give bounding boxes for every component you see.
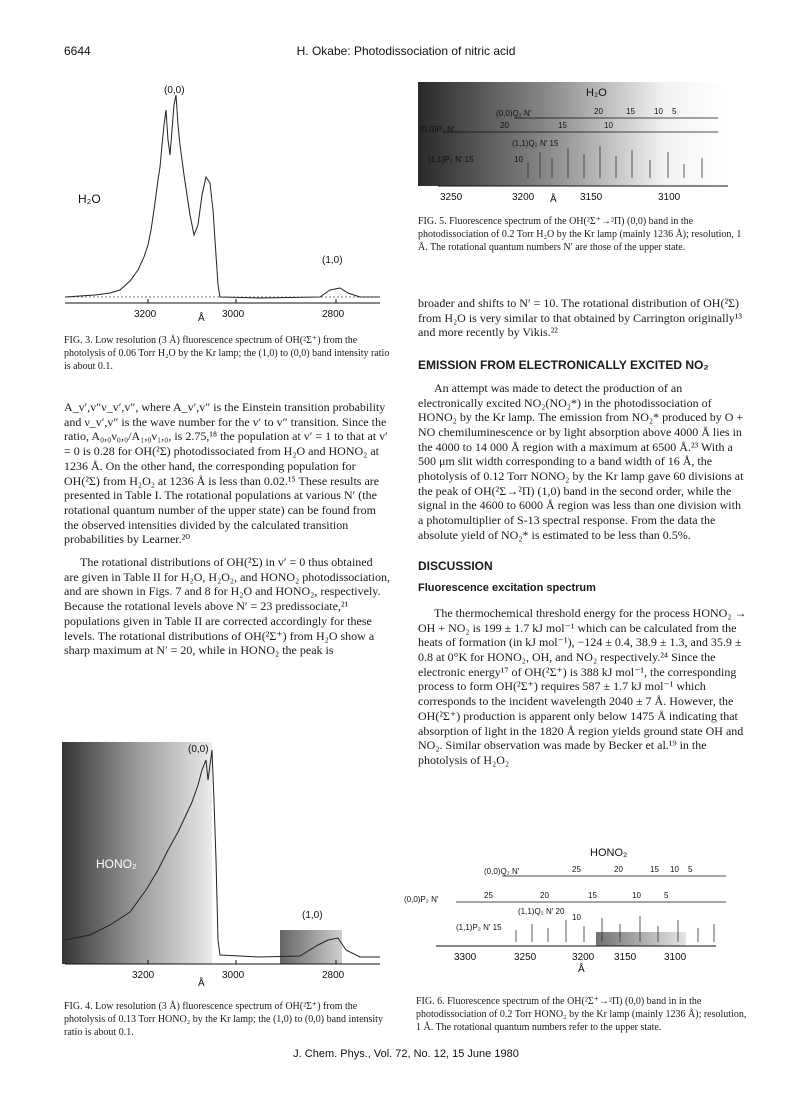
fig6-row2-num: 20 (540, 891, 549, 900)
fig5-row4-label: (1,1)P₂ N′ 15 (428, 155, 474, 164)
fig5-tick-label: 3150 (580, 192, 603, 203)
fig6-row1-num: 5 (688, 865, 693, 874)
figure-3-caption: FIG. 3. Low resolution (3 Å) fluorescence spectrum of OH(²Σ⁺) from the photolysis of 0.06 Torr H₂O by the Kr lamp; the (1,0) to (0,0) band intensity ratio is about 0.1. (64, 335, 390, 373)
fig6-row3-label: (1,1)Q₂ N′ 20 (518, 907, 565, 916)
fig6-extra-label: 10 (572, 913, 581, 922)
fig3-band00-label: (0,0) (164, 85, 185, 96)
fig5-tick-label: 3250 (440, 192, 463, 203)
figure-5 (418, 82, 748, 210)
fig6-row4-label: (1,1)P₂ N′ 15 (456, 923, 502, 932)
fig5-row3-label: (1,1)Q₂ N′ 15 (512, 139, 559, 148)
figure-5-plot (418, 82, 748, 210)
fig6-species-label: HONO₂ (590, 847, 628, 859)
fig4-band10-label: (1,0) (302, 910, 323, 921)
fig6-row1-num: 10 (670, 865, 679, 874)
fig5-row2-num: 15 (558, 121, 567, 130)
fig3-tick-label: 3000 (222, 309, 245, 320)
fig4-unit-label: Å (198, 978, 205, 989)
figure-6 (396, 846, 756, 986)
fig6-row1-label: (0,0)Q₂ N′ (484, 867, 520, 876)
left-column (64, 400, 390, 658)
right-paragraph-3: The thermochemical threshold energy for the process HONO₂ → OH + NO₂ is 199 ± 1.7 kJ mol⁻¹ which can be calculated from the heats of formation (in kJ mol⁻¹), −124 ± 0.4, 38.9 ± 1.3, and 35.9 ± 0.8 at 0°K for HONO₂, OH, and NO₂ respectively.²⁴ Since the electronic energy¹⁷ of OH(²Σ⁺) is 388 kJ mol⁻¹, the corresponding process to form OH(²Σ⁺) requires 587 ± 1.7 kJ mol⁻¹ which corresponds to the incident wavelength 2040 ± 7 Å. However, the OH(²Σ⁺) production is apparent only below 1475 Å indicating that absorption of light in the 1820 Å region yields ground state OH and NO₂. Similar observation was made by Becker et al.¹⁹ in the photolysis of H₂O₂ (418, 605, 747, 767)
figure-6-caption: FIG. 6. Fluorescence spectrum of the OH(²Σ⁺→²Π) (0,0) band in in the photodissociation of 0.2 Torr HONO₂ by the Kr lamp (mainly 1236 Å); resolution, 1 Å. The rotational quantum numbers refer to the upper state. (416, 996, 747, 1034)
fig3-tick-label: 3200 (134, 309, 157, 320)
fig5-tick-label: 3100 (658, 192, 681, 203)
fig5-unit-label: Å (550, 194, 557, 205)
left-paragraph-1: A_v′,v″ν_v′,v″, where A_v′,v″ is the Einstein transition probability and ν_v′,v″ is the wave number for the v′ to v″ transition. Since the ratio, A₀,₀ν₀,₀/A₁,₀ν₁,₀, is 2.75,¹⁸ the population at v′ = 1 to that at v′ = 0 is 0.28 for OH(²Σ) photodissociated from H₂O and HONO₂ at 1236 Å. On the other hand, the corresponding population for OH(²Σ) from H₂O₂ at 1236 Å is less than 0.02.¹⁵ These results are presented in Table I. The rotational populations at various N′ (the rotational quantum number of the upper state) can be found from the observed intensities divided by the calculated transition probabilities by Learner.²⁰ (64, 400, 388, 547)
figure-4 (60, 740, 390, 992)
fig6-row2-num: 10 (632, 891, 641, 900)
fig3-band10-label: (1,0) (322, 255, 343, 266)
fig3-unit-label: Å (198, 313, 205, 324)
fig6-tick-label: 3150 (614, 952, 637, 963)
figure-4-plot (60, 740, 390, 992)
fig6-tick-label: 3100 (664, 952, 687, 963)
fig5-row2-label: (0,0)P₂ N′ (420, 125, 455, 134)
page-number: 6644 (64, 44, 91, 58)
fig6-tick-label: 3200 (572, 952, 595, 963)
fig6-row1-num: 20 (614, 865, 623, 874)
fig6-unit-label: Å (578, 964, 585, 975)
journal-footer: J. Chem. Phys., Vol. 72, No. 12, 15 June 1980 (293, 1048, 519, 1060)
section-heading-discussion: DISCUSSION (418, 558, 493, 573)
right-paragraph-2: An attempt was made to detect the production of an electronically excited NO₂(NO₂*) in the photodissociation of HONO₂ by the Kr lamp. The emission from NO₂* produced by O + NO chemiluminescence or by light absorption above 4000 Å lies in the 4000 to 14 000 Å region with a maximum at 6500 Å.²³ With a 500 μm slit width corresponding to a band width of 16 Å, the photolysis of 0.12 Torr NONO₂ by the Kr lamp gave 60 divisions at the peak of OH(²Σ→²Π) (1,0) band in the second order, while the signal in the 4600 to 6000 Å region was less than one division with a photomultiplier of S-13 spectral response. From the data the absolute yield of NO₂* is estimated to be less than 0.5%. (418, 380, 744, 542)
right-column (418, 296, 748, 768)
fig5-row1-label: (0,0)Q₂ N′ (496, 109, 532, 118)
fig3-x-ticks (148, 299, 336, 303)
subsection-heading: Fluorescence excitation spectrum (418, 582, 596, 595)
fig5-row2-num: 10 (604, 121, 613, 130)
fig6-row2-num: 15 (588, 891, 597, 900)
fig4-species-label: HONO₂ (96, 857, 137, 871)
right-paragraph-1: broader and shifts to N′ = 10. The rotational distribution of OH(²Σ) from H₂O is very similar to that obtained by Carrington originally¹³ and more recently by Vikis.²² (418, 296, 742, 340)
fig5-row1-num: 20 (594, 107, 603, 116)
fig3-species-label: H₂O (78, 192, 101, 206)
figure-4-caption: FIG. 4. Low resolution (3 Å) fluorescence spectrum of OH(²Σ⁺) from the photolysis of 0.13 Torr HONO₂ by the Kr lamp; the (1,0) to (0,0) band intensity ratio is about 0.1. (64, 1001, 383, 1039)
section-heading-emission: EMISSION FROM ELECTRONICALLY EXCITED NO₂ (418, 358, 709, 373)
fig4-tick-label: 2800 (322, 970, 345, 981)
figure-6-plot (396, 846, 756, 986)
fig5-species-label: H₂O (586, 87, 607, 99)
fig5-extra-label: 10 (514, 155, 523, 164)
fig4-band00-label: (0,0) (188, 744, 209, 755)
fig6-row2-label: (0,0)P₂ N′ (404, 895, 439, 904)
running-title: H. Okabe: Photodissociation of nitric acid (296, 44, 516, 58)
figure-3 (60, 85, 390, 325)
fig3-spectrum-trace (65, 95, 380, 298)
fig4-tick-label: 3000 (222, 970, 245, 981)
fig6-row1-num: 15 (650, 865, 659, 874)
fig3-tick-label: 2800 (322, 309, 345, 320)
fig5-row2-num: 20 (500, 121, 509, 130)
fig6-tick-label: 3300 (454, 952, 477, 963)
fig6-row2-num: 25 (484, 891, 493, 900)
fig6-tick-label: 3250 (514, 952, 537, 963)
fig4-tick-label: 3200 (132, 970, 155, 981)
fig5-row1-num: 15 (626, 107, 635, 116)
figure-3-plot (60, 85, 390, 325)
fig6-row2-num: 5 (664, 891, 669, 900)
figure-5-caption: FIG. 5. Fluorescence spectrum of the OH(²Σ⁺→²Π) (0,0) band in the photodissociation of 0.2 Torr H₂O by the Kr lamp (mainly 1236 Å); resolution, 1 Å. The rotational quantum numbers N′ are those of the upper state. (418, 216, 742, 254)
left-paragraph-2: The rotational distributions of OH(²Σ) in v′ = 0 thus obtained are given in Table II for H₂O, H₂O₂, and HONO₂ photodissociation, and are shown in Figs. 7 and 8 for H₂O and HONO₂, respectively. Because the rotational levels above N′ = 23 predissociate,²¹ populations given in Table II are corrected accordingly for these levels. The rotational distributions of OH(²Σ⁺) from H₂O show a sharp maximum at N′ = 20, while in HONO₂ the peak is (64, 555, 390, 658)
fig6-row1-num: 25 (572, 865, 581, 874)
fig5-row1-num: 10 (654, 107, 663, 116)
fig5-row1-num: 5 (672, 107, 677, 116)
fig5-tick-label: 3200 (512, 192, 535, 203)
